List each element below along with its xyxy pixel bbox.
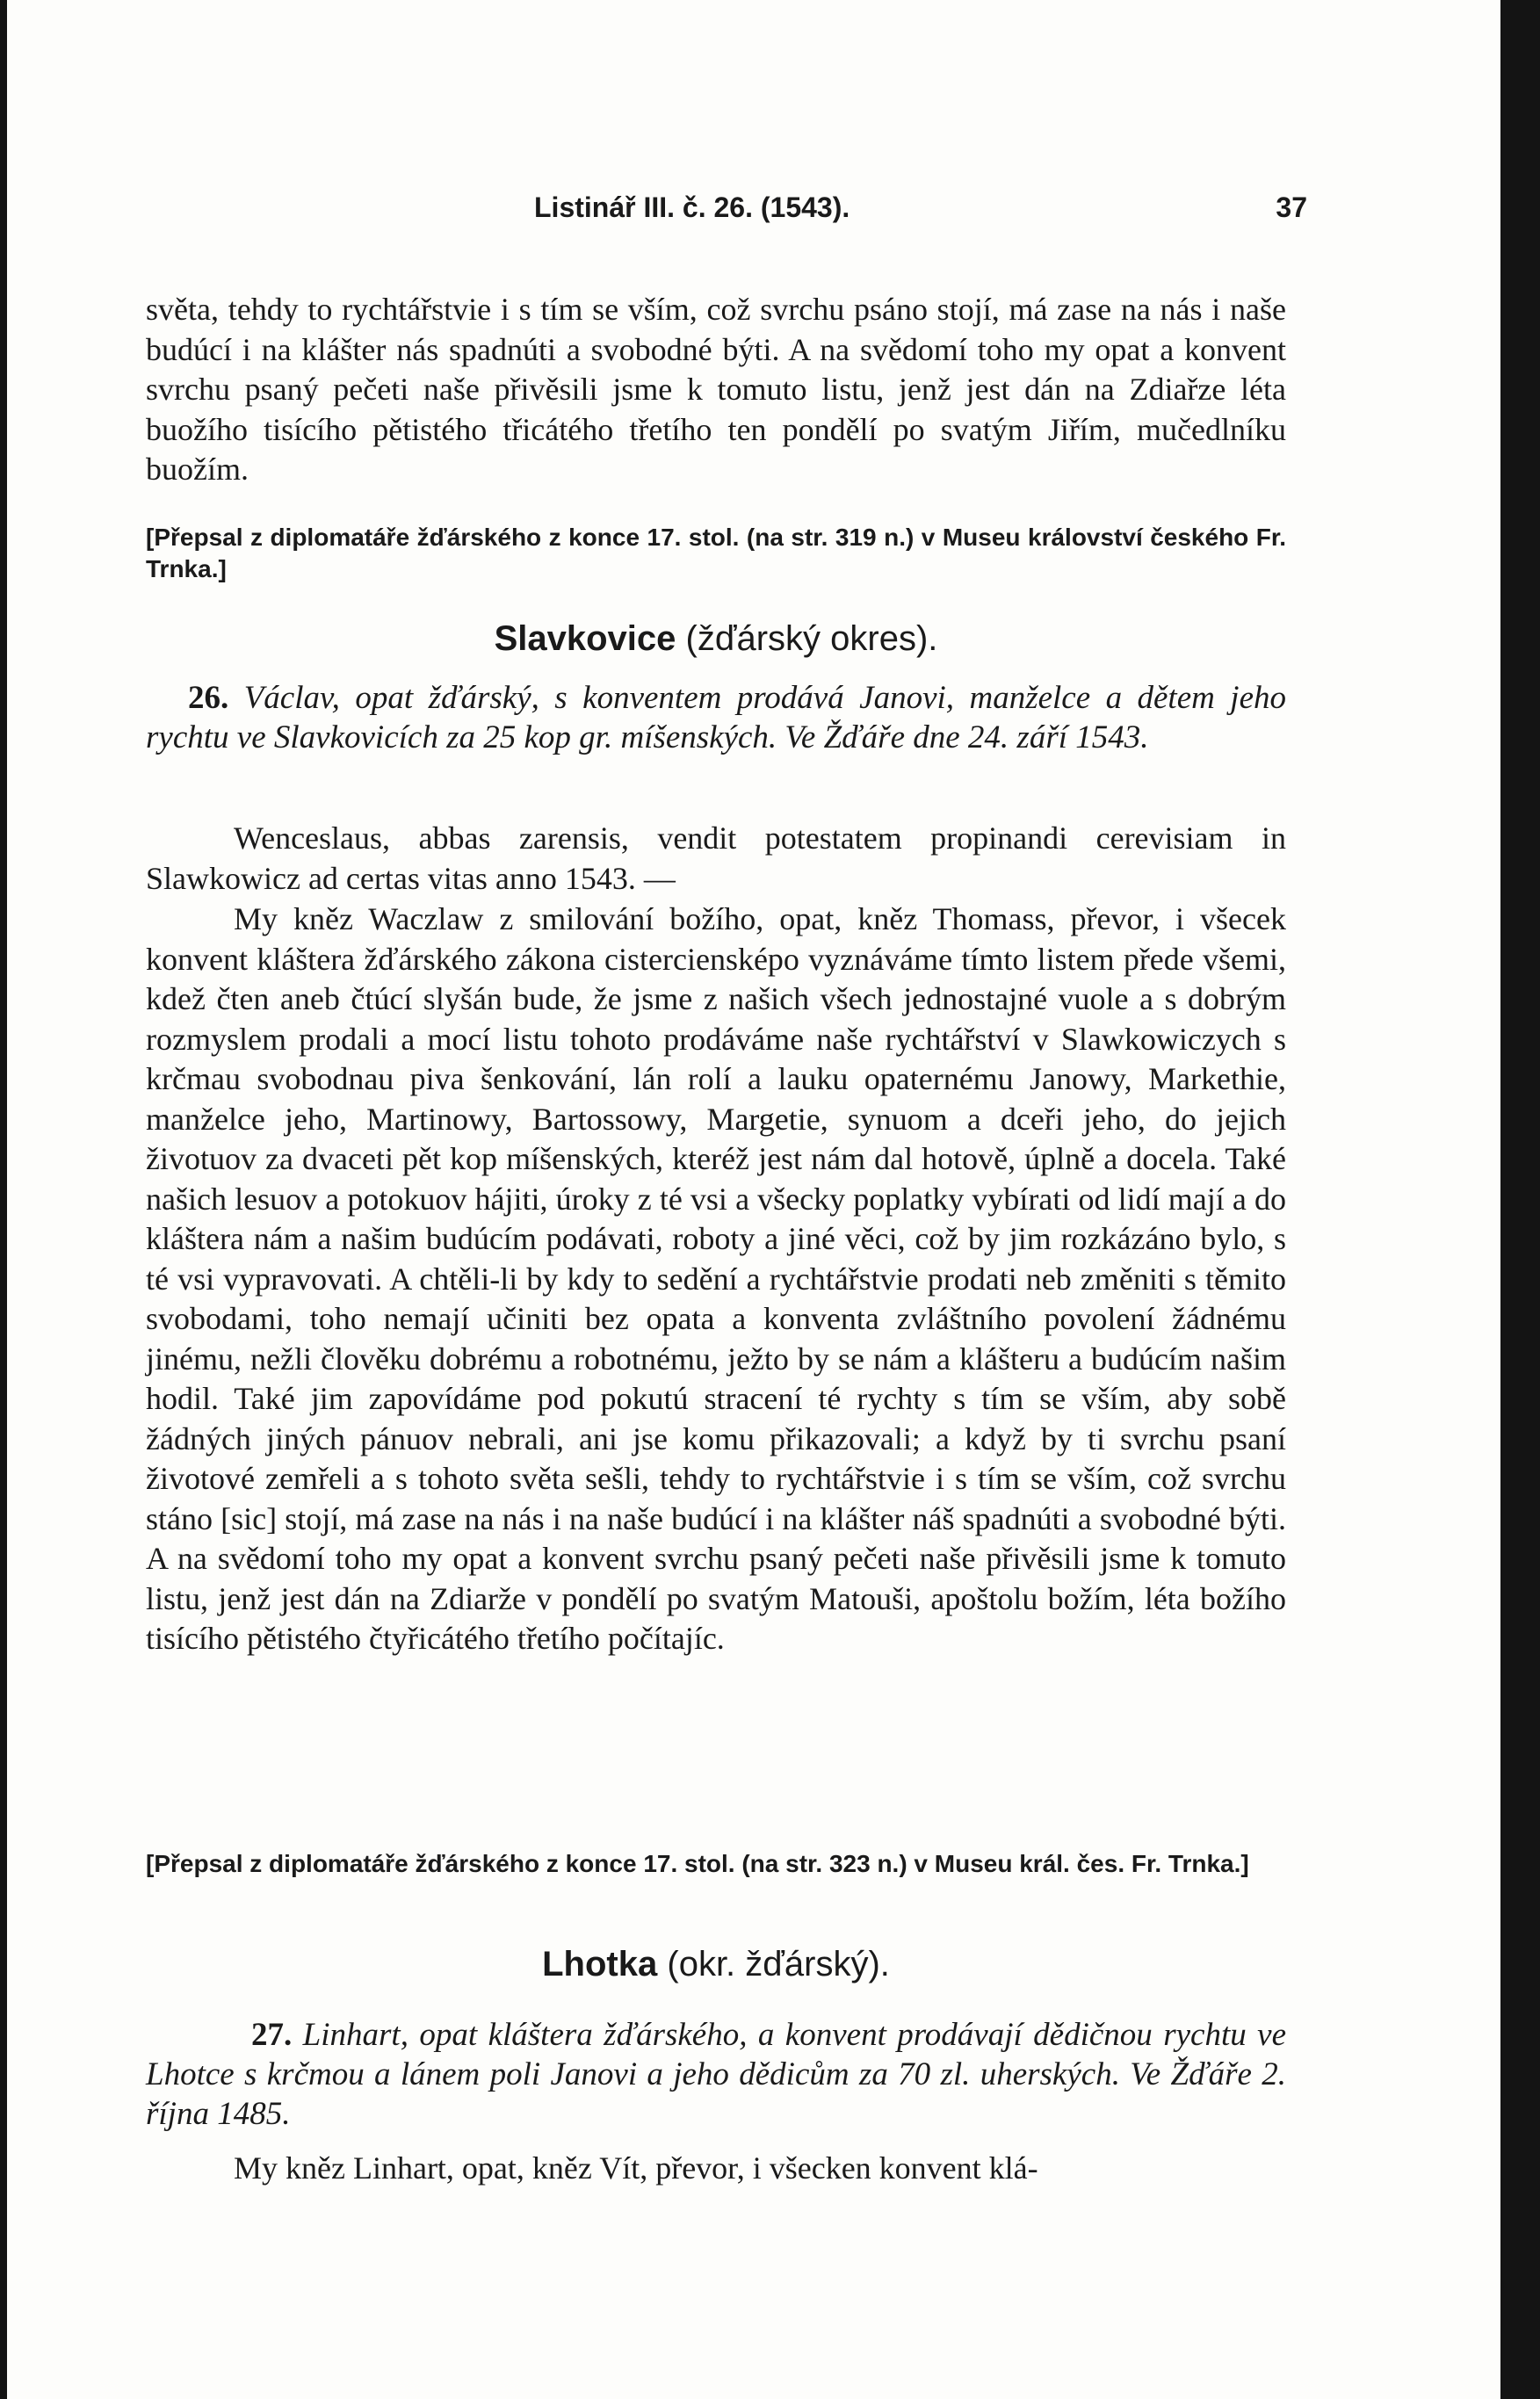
section-26-place: Slavkovice xyxy=(494,619,676,658)
continuation-paragraph xyxy=(146,290,1286,490)
section-26-heading xyxy=(146,619,1286,659)
section-26-regest xyxy=(146,678,1286,757)
continuation-text: světa, tehdy to rychtářstvie i s tím se vším, což svrchu psáno stojí, má zase na nás i naše budúcí i na klášter nás spadnúti a svobodné býti. A na svědomí toho my opat a konvent svrchu psaný pečeti naše přivěsili jsme k tomuto listu, jenž jest dán na Zdiařze léta buožího tisícího pětistého třicátého třetího ten pondělí po svatým Jiřím, mučedlníku buožím. xyxy=(146,292,1286,487)
continuation-source-note: [Přepsal z diplomatáře žďárského z konce 17. stol. (na str. 319 n.) v Museu království českého Fr. Trnka.] xyxy=(146,524,1286,582)
section-26-source-note: [Přepsal z diplomatáře žďárského z konce 17. stol. (na str. 323 n.) v Museu král. čes. Fr. Trnka.] xyxy=(146,1850,1249,1877)
section-27-place: Lhotka xyxy=(542,1945,658,1984)
page-number: 37 xyxy=(1276,191,1307,223)
section-26-latin-summary: Wenceslaus, abbas zarensis, vendit potestatem propinandi cerevisiam in Slawkowicz ad certas vitas anno 1543. — xyxy=(146,820,1286,896)
section-26-body: My kněz Waczlaw z smilování božího, opat, kněz Thomass, převor, i všecek konvent kláštera žďárského zákona cisterciensképo vyznáváme tímto listem přede všemi, kdež čten aneb čtúcí slyšán bude, že jsme z našich všech jednostajné vuole a s dobrým rozmyslem prodali a mocí listu tohoto prodáváme naše rychtářství v Slawkowiczych s krčmau svobodnau piva šenkování, lán rolí a lauku opaternému Janowy, Markethie, manželce jeho, Martinowy, Bartossowy, Margetie, synuom a dceři jeho, do jejich životuov za dvaceti pět kop míšenských, kteréž jest nám dal hotově, úplně a docela. Také našich lesuov a potokuov hájiti, úroky z té vsi a všecky poplatky vybírati od lidí mají a do kláštera nám a našim budúcím podávati, roboty a jiné věci, což by jim rozkázáno bylo, s té vsi vypravovati. A chtěli-li by kdy to sedění a rychtářstvie prodati neb změniti s těmito svobodami, toho nemají učiniti bez opata a konventa zvláštního povolení žádnému jinému, nežli člověku dobrému a robotnému, ježto by se nám a klášteru a budúcím našim hodil. Také jim zapovídáme pod pokutú stracení té rychty s tím se vším, aby sobě žádných jiných pánuov nebrali, ani jse komu přikazovali; a když by ti svrchu psaní životové zemřeli a s tohoto světa sešli, tehdy to rychtářstvie i s tím se vším, což svrchu stáno [sic] stojí, má zase na nás i na naše budúcí i na klášter náš spadnúti a svobodné býti. A na svědomí toho my opat a konvent svrchu psaný pečeti naše přivěsili jsme k tomuto listu, jenž jest dán na Zdiarže v pondělí po svatým Matouši, apoštolu božím, léta božího tisícího pětistého čtyřicátého třetího počítajíc. xyxy=(146,901,1286,1656)
running-head-title: Listinář III. č. 26. (1543). xyxy=(534,191,850,223)
section-27-body: My kněz Linhart, opat, kněz Vít, převor, i všecken konvent klá- xyxy=(234,2150,1038,2186)
section-27-heading xyxy=(146,1945,1286,1984)
section-27-number: 27. xyxy=(251,2017,293,2053)
scanned-page xyxy=(7,0,1500,2399)
section-26-district: (žďárský okres). xyxy=(685,619,938,658)
section-27-regest-text: Linhart, opat kláštera žďárského, a konvent prodávají dědičnou rychtu ve Lhotce s krčmou a lánem poli Janovi a jeho dědicům za 70 zl. uherských. Ve Žďáře 2. října 1485. xyxy=(146,2017,1287,2132)
section-26-number: 26. xyxy=(188,680,229,716)
section-27-district: (okr. žďárský). xyxy=(667,1945,890,1984)
section-26-regest-text: Václav, opat žďárský, s konventem prodává Janovi, manželce a dětem jeho rychtu ve Slavkovicích za 25 kop gr. míšenských. Ve Žďáře dne 24. září 1543. xyxy=(146,680,1286,755)
section-27-regest xyxy=(146,2015,1286,2134)
